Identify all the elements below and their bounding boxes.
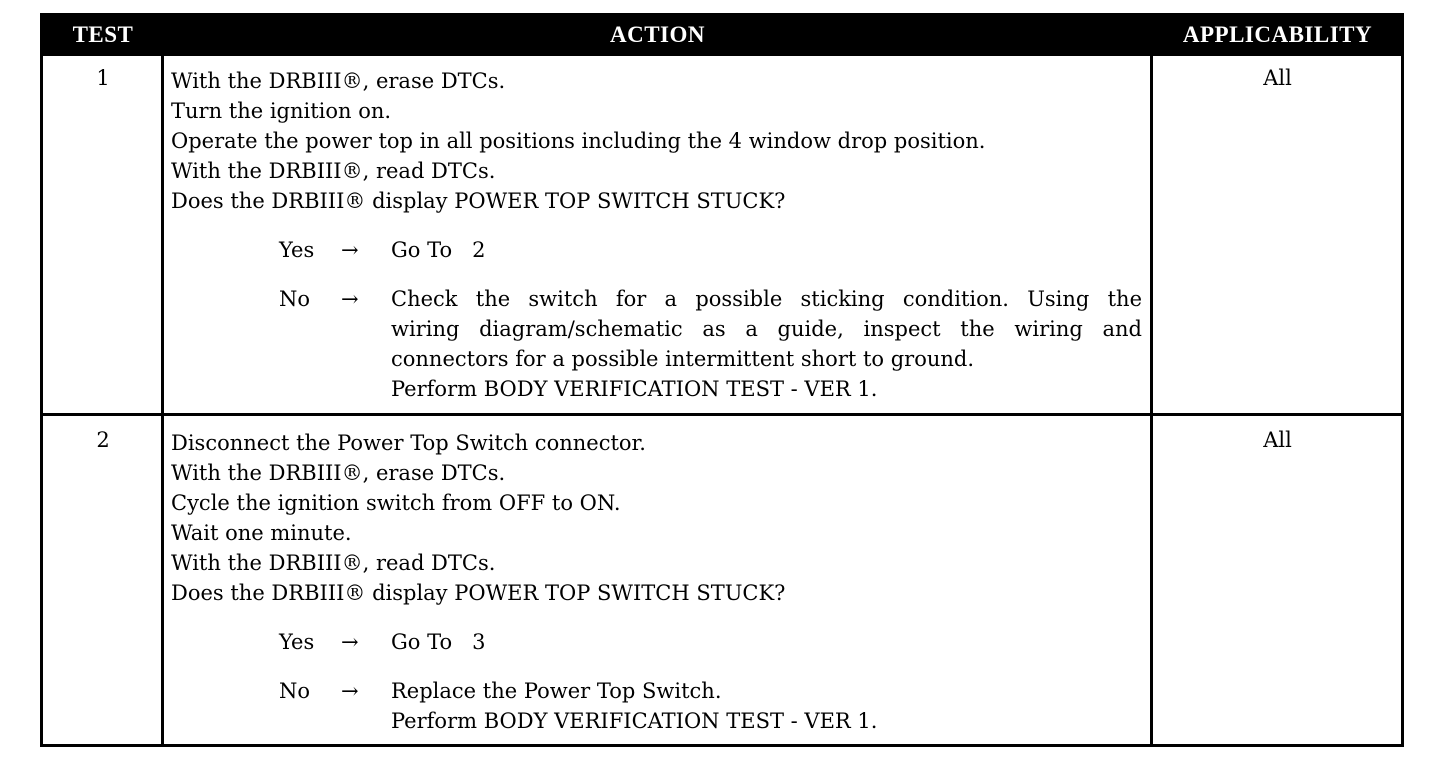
action-step: Does the DRBIII® display POWER TOP SWITCH STUCK? xyxy=(171,581,786,605)
yes-branch xyxy=(279,627,1146,657)
header-action: ACTION xyxy=(609,22,705,47)
no-result-line: wiring diagram/schematic as a guide, inspect the wiring and xyxy=(391,317,1142,341)
action-step: Turn the ignition on. xyxy=(171,99,392,123)
column-divider xyxy=(161,56,164,744)
action-step: Operate the power top in all positions including the 4 window drop position. xyxy=(171,129,986,153)
no-label: No xyxy=(279,679,311,703)
row-divider xyxy=(43,413,1401,416)
arrow-icon: → xyxy=(341,238,359,262)
action-step: With the DRBIII®, read DTCs. xyxy=(171,159,496,183)
column-divider xyxy=(1150,56,1153,744)
yes-label: Yes xyxy=(279,238,315,262)
action-cell xyxy=(171,66,1146,404)
yes-result: Go To 3 xyxy=(391,630,486,654)
no-branch xyxy=(279,284,1146,404)
yes-label: Yes xyxy=(279,630,315,654)
action-cell xyxy=(171,428,1146,736)
applicability-value: All xyxy=(1263,66,1292,90)
action-step: With the DRBIII®, erase DTCs. xyxy=(171,69,506,93)
applicability-value: All xyxy=(1263,428,1292,452)
test-number: 2 xyxy=(96,428,110,452)
action-step: Wait one minute. xyxy=(171,521,352,545)
no-result-line: Perform BODY VERIFICATION TEST - VER 1. xyxy=(391,377,878,401)
no-result-line: Perform BODY VERIFICATION TEST - VER 1. xyxy=(391,709,878,733)
arrow-icon: → xyxy=(341,679,359,703)
no-branch xyxy=(279,676,1146,736)
arrow-icon: → xyxy=(341,287,359,311)
header-applicability: APPLICABILITY xyxy=(1182,22,1373,47)
arrow-icon: → xyxy=(341,630,359,654)
action-step: With the DRBIII®, erase DTCs. xyxy=(171,461,506,485)
yes-result: Go To 2 xyxy=(391,238,486,262)
action-step: Does the DRBIII® display POWER TOP SWITCH STUCK? xyxy=(171,189,786,213)
header-test: TEST xyxy=(72,22,134,47)
action-step: With the DRBIII®, read DTCs. xyxy=(171,551,496,575)
no-result-line: Check the switch for a possible sticking condition. Using the xyxy=(391,287,1142,311)
action-step: Disconnect the Power Top Switch connector. xyxy=(171,431,646,455)
no-label: No xyxy=(279,287,311,311)
table-header xyxy=(43,16,1401,56)
no-result-line: connectors for a possible intermittent short to ground. xyxy=(391,347,975,371)
action-step: Cycle the ignition switch from OFF to ON. xyxy=(171,491,621,515)
yes-branch xyxy=(279,235,1146,265)
diagnostic-table xyxy=(40,13,1404,747)
test-number: 1 xyxy=(96,66,110,90)
no-result-line: Replace the Power Top Switch. xyxy=(391,679,722,703)
